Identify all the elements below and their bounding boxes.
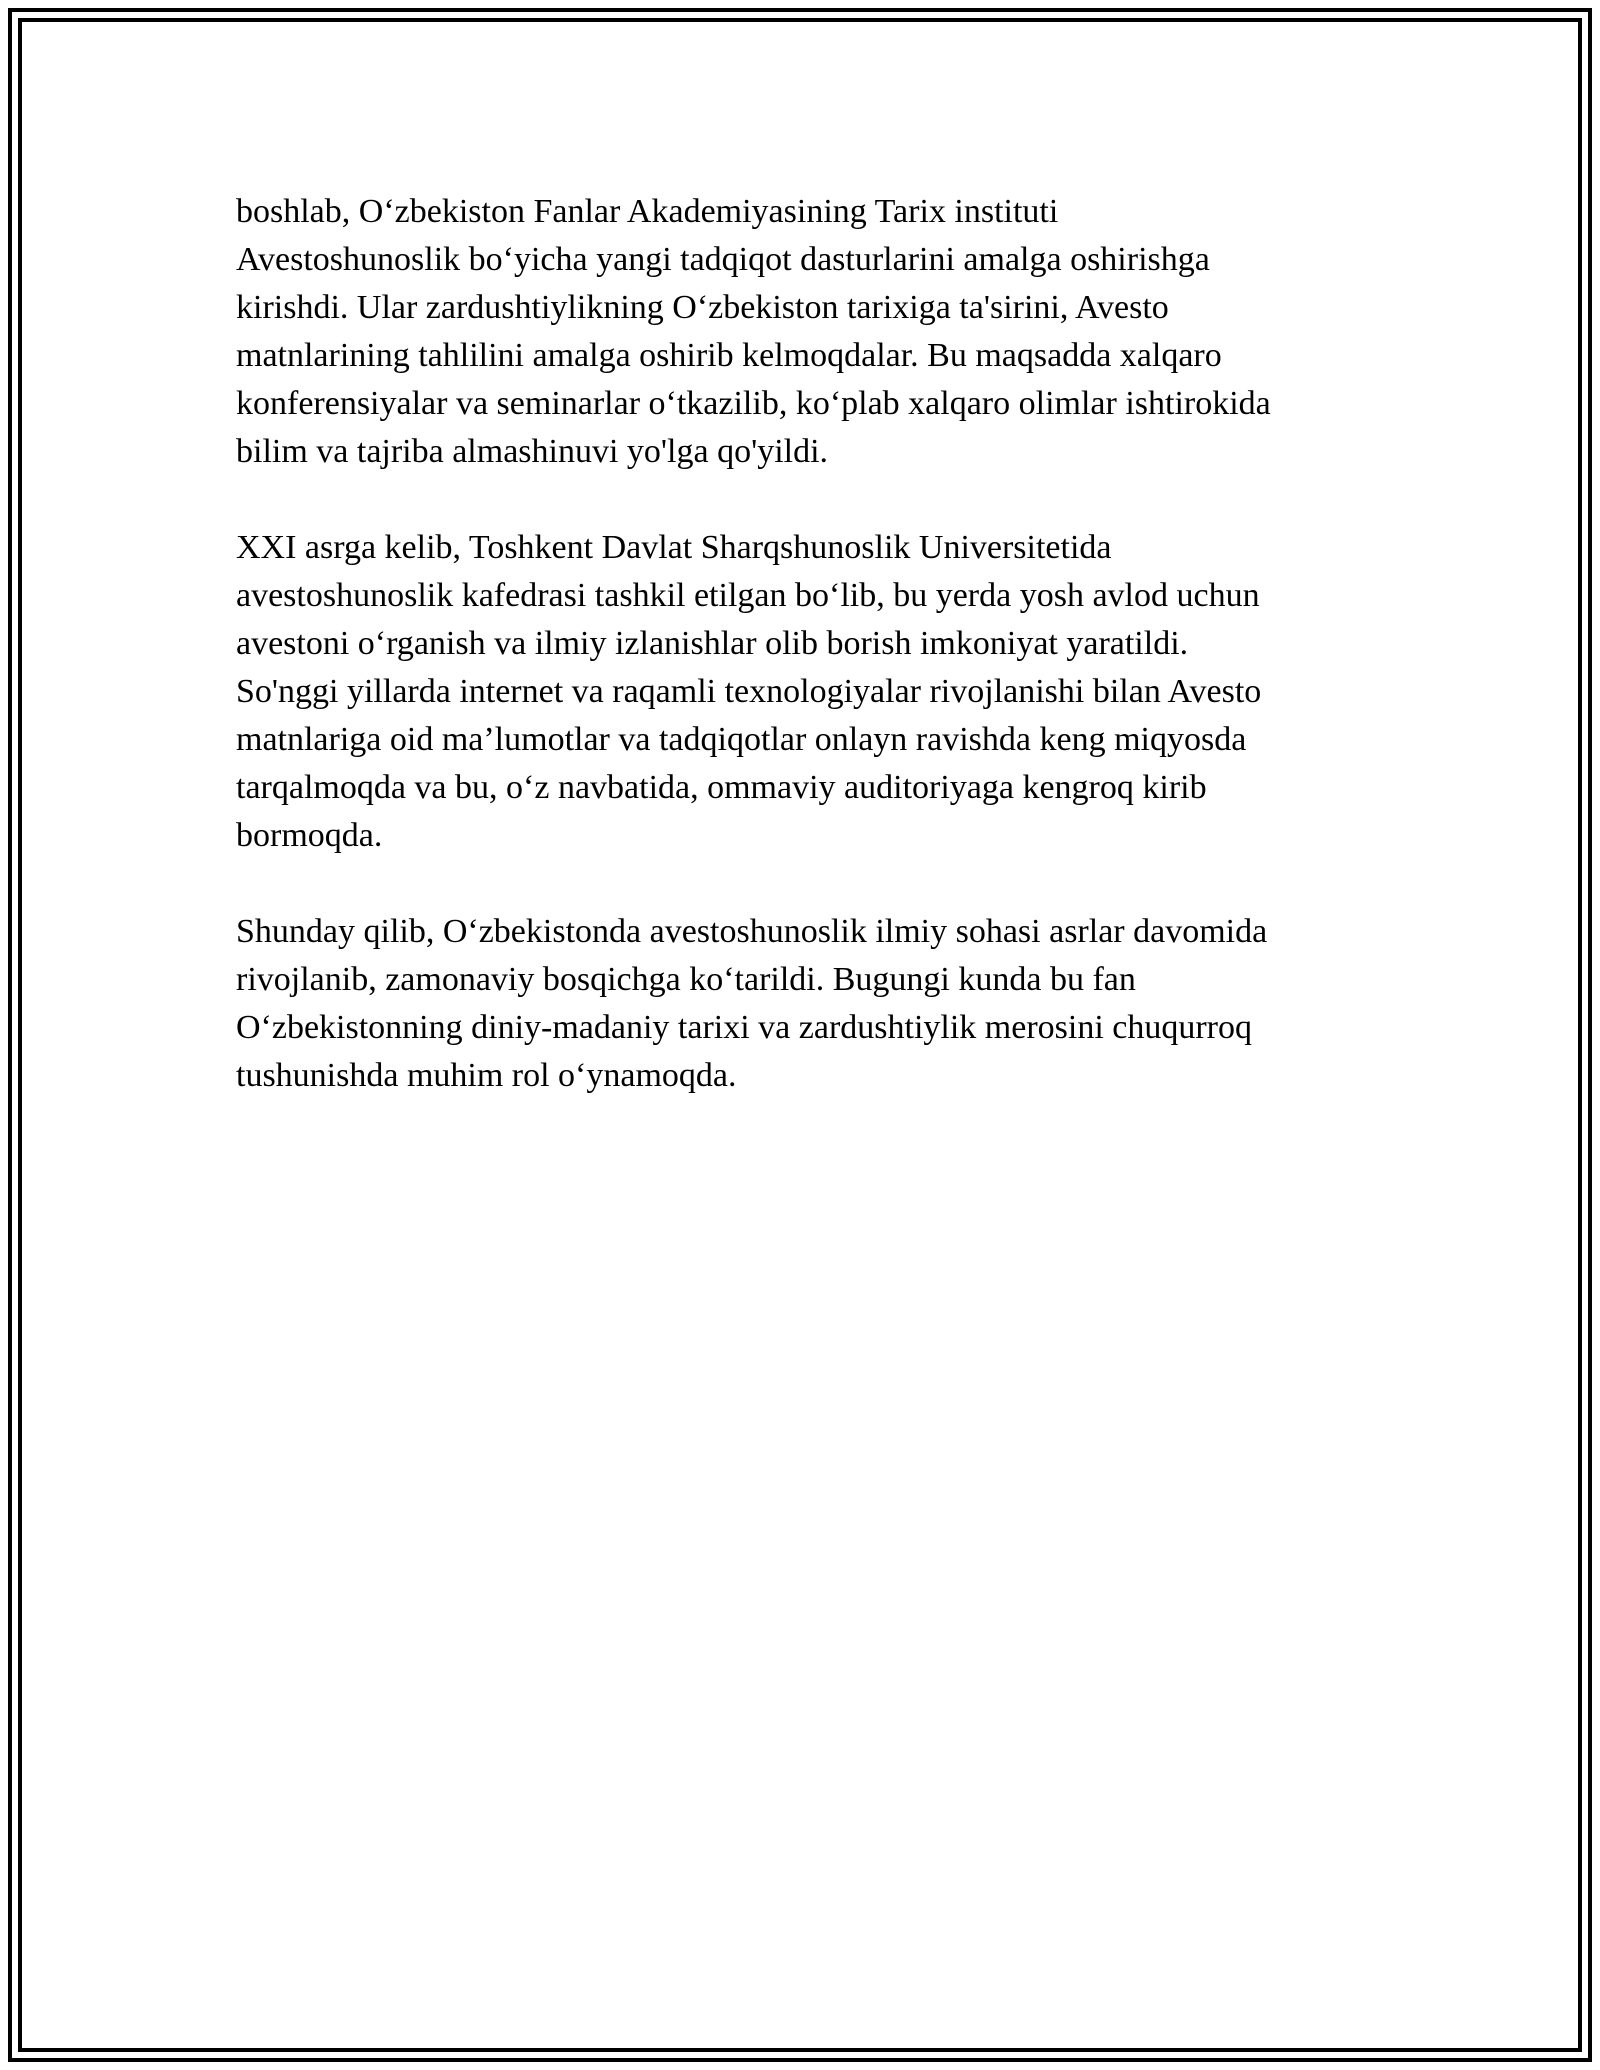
text-line: kirishdi. Ular zardushtiylikning O‘zbekiston tarixiga ta'sirini, Avesto	[236, 289, 1169, 326]
text-line: matnlarining tahlilini amalga oshirib kelmoqdalar. Bu maqsadda xalqaro	[236, 337, 1222, 374]
text-line: avestoni o‘rganish va ilmiy izlanishlar olib borish imkoniyat yaratildi.	[236, 625, 1189, 662]
paragraph-2	[236, 524, 1366, 860]
text-line: matnlariga oid ma’lumotlar va tadqiqotlar onlayn ravishda keng miqyosda	[236, 721, 1247, 758]
text-line: bilim va tajriba almashinuvi yo'lga qo'yildi.	[236, 433, 829, 470]
paragraph-3	[236, 908, 1366, 1100]
text-line: Shunday qilib, O‘zbekistonda avestoshunoslik ilmiy sohasi asrlar davomida	[236, 913, 1268, 950]
document-body	[236, 188, 1366, 1148]
text-line: tushunishda muhim rol o‘ynamoqda.	[236, 1057, 737, 1094]
text-line: tarqalmoqda va bu, o‘z navbatida, ommaviy auditoriyaga kengroq kirib	[236, 769, 1207, 806]
text-line: O‘zbekistonning diniy-madaniy tarixi va zardushtiylik merosini chuqurroq	[236, 1009, 1252, 1046]
text-line: Avestoshunoslik bo‘yicha yangi tadqiqot dasturlarini amalga oshirishga	[236, 241, 1210, 278]
text-line: bormoqda.	[236, 817, 383, 854]
paragraph-1	[236, 188, 1366, 476]
text-line: avestoshunoslik kafedrasi tashkil etilgan bo‘lib, bu yerda yosh avlod uchun	[236, 577, 1260, 614]
text-line: konferensiyalar va seminarlar o‘tkazilib, ko‘plab xalqaro olimlar ishtirokida	[236, 385, 1271, 422]
text-line: XXI asrga kelib, Toshkent Davlat Sharqshunoslik Universitetida	[236, 529, 1112, 566]
text-line: So'nggi yillarda internet va raqamli texnologiyalar rivojlanishi bilan Avesto	[236, 673, 1262, 710]
text-line: boshlab, O‘zbekiston Fanlar Akademiyasining Tarix instituti	[236, 193, 1059, 230]
text-line: rivojlanib, zamonaviy bosqichga ko‘tarildi. Bugungi kunda bu fan	[236, 961, 1136, 998]
